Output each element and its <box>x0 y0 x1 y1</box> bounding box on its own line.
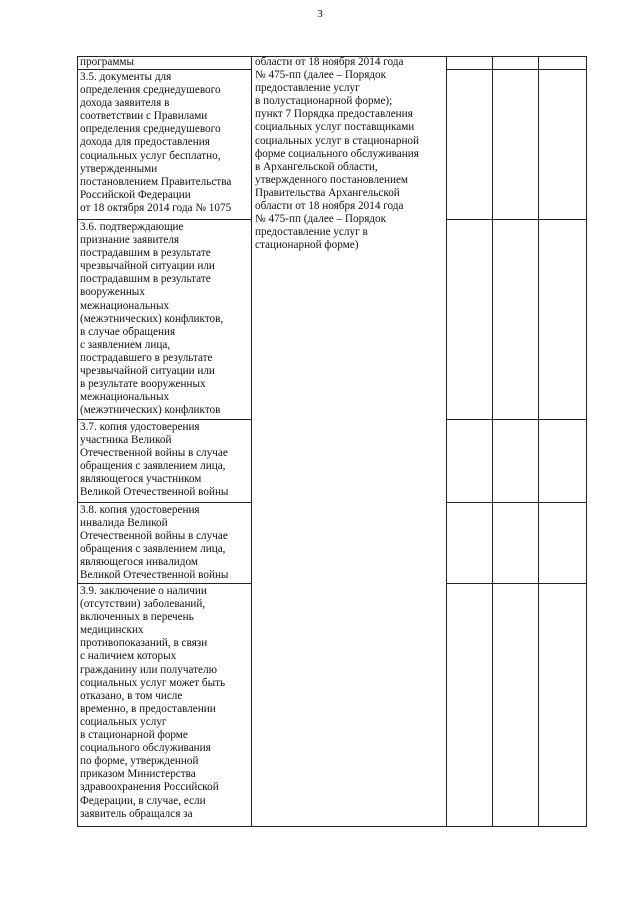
table-border-right <box>586 56 587 827</box>
row-divider-37-38-left <box>77 502 252 503</box>
row-divider-37-38-right <box>446 502 587 503</box>
row-divider-38-39-left <box>77 583 252 584</box>
cell-legal-basis: области от 18 ноября 2014 года № 475-пп (далее – Порядок предоставление услуг в полустационарной форме); пункт 7 Порядка предоставления социальных услуг поставщиками социальных услуг в стационарной форме социального обслуживания в Архангельской области, утвержденного постановлением Правительства Архангельской области от 18 ноября 2014 года № 475-пп (далее – Порядок предоставление услуг в стационарной форме) <box>255 56 420 252</box>
column-divider-2 <box>446 56 447 827</box>
row-divider-36-37-left <box>77 419 252 420</box>
row-divider-top-left <box>77 69 252 70</box>
column-divider-4 <box>538 56 539 827</box>
cell-item-3-7: 3.7. копия удостоверения участника Великой Отечественной войны в случае обращения с заявлением лица, являющегося участником Великой Отечественной войны <box>80 421 229 499</box>
cell-item-3-9: 3.9. заключение о наличии (отсутствии) заболеваний, включенных в перечень медицинских противопоказаний, в связи с наличием которых гражданину или получателю социальных услуг может быть отказано, в том числе временно, в предоставлении социальных услуг в стационарной форме социального обслуживания по форме, утвержденной приказом Министерства здравоохранения Российской Федерации, в случае, если заявитель обращался за <box>80 585 226 820</box>
row-divider-35-36-right <box>446 219 587 220</box>
row-divider-38-39-right <box>446 583 587 584</box>
page-number: 3 <box>317 8 323 20</box>
cell-item-3-5: 3.5. документы для определения среднедушевого дохода заявителя в соответствии с Правилами определения среднедушевого дохода для предоставления социальных услуг бесплатно, утвержденными постановлением Правительства Российской Федерации от 18 октября 2014 года № 1075 <box>80 71 232 214</box>
row-divider-top-right <box>446 69 587 70</box>
table-border-left <box>77 56 78 827</box>
cell-programmy: программы <box>80 56 134 68</box>
cell-item-3-6: 3.6. подтверждающие признание заявителя пострадавшим в результате чрезвычайной ситуации или пострадавшим в результате вооруженных межнациональных (межэтнических) конфликтов, в случае обращения с заявлением лица, пострадавшего в результате чрезвычайной ситуации или в результате вооруженных межнациональных (межэтнических) конфликтов <box>80 221 224 417</box>
table-border-bottom <box>77 826 587 827</box>
row-divider-35-36-left <box>77 219 252 220</box>
row-divider-36-37-right <box>446 419 587 420</box>
cell-item-3-8: 3.8. копия удостоверения инвалида Великой Отечественной войны в случае обращения с заявлением лица, являющегося инвалидом Великой Отечественной войны <box>80 504 229 582</box>
column-divider-1 <box>251 56 252 827</box>
column-divider-3 <box>492 56 493 827</box>
